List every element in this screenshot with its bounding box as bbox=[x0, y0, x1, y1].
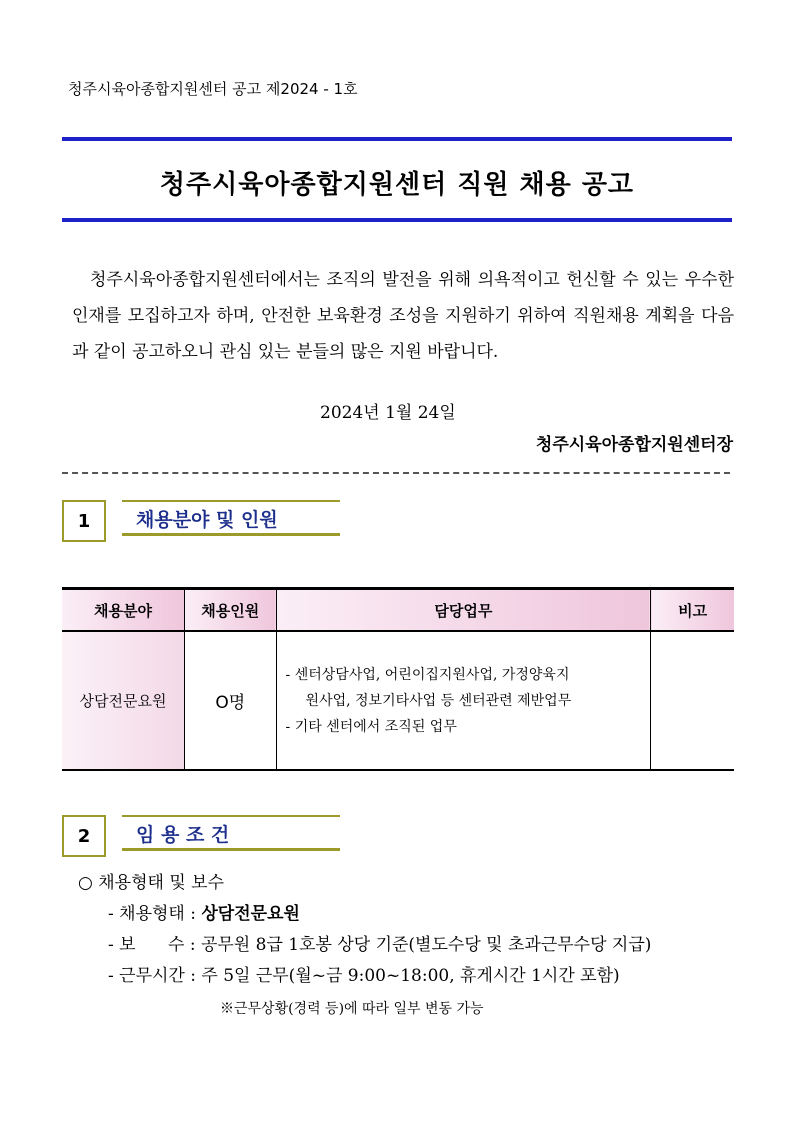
duty-line: - 센터상담사업, 어린이집지원사업, 가정양육지 bbox=[285, 666, 570, 683]
condition-value: 주 5일 근무(월~금 9:00~18:00, 휴게시간 1시간 포함) bbox=[201, 966, 620, 986]
header-count: 채용인원 bbox=[184, 589, 276, 632]
conditions-note: ※근무상황(경력 등)에 따라 일부 변동 가능 bbox=[220, 1001, 484, 1017]
dashed-divider bbox=[62, 472, 730, 474]
document-number: 청주시육아종합지원센터 공고 제2024 - 1호 bbox=[68, 80, 358, 98]
condition-label: - 보 수 : bbox=[108, 935, 201, 955]
header-note: 비고 bbox=[651, 589, 734, 632]
section-2-number: 2 bbox=[62, 815, 106, 857]
table-row bbox=[62, 631, 734, 770]
table-header-row bbox=[62, 589, 734, 632]
condition-label: - 채용형태 : bbox=[108, 904, 202, 924]
recruitment-table bbox=[62, 587, 734, 771]
cell-duties bbox=[276, 631, 651, 770]
page-title: 청주시육아종합지원센터 직원 채용 공고 bbox=[159, 170, 635, 200]
section-2-title: 임 용 조 건 bbox=[122, 815, 340, 851]
section-1-number: 1 bbox=[62, 500, 106, 542]
condition-value: 상담전문요원 bbox=[201, 904, 300, 924]
condition-item bbox=[78, 961, 651, 992]
header-duties: 담당업무 bbox=[276, 589, 651, 632]
condition-label: - 근무시간 : bbox=[108, 966, 202, 986]
header-field: 채용분야 bbox=[62, 589, 184, 632]
title-bottom-rule bbox=[62, 218, 732, 222]
title-top-rule bbox=[62, 137, 732, 141]
duty-line: 원사업, 정보기타사업 등 센터관련 제반업무 bbox=[305, 692, 572, 709]
conditions-bullet: ○ 채용형태 및 보수 bbox=[78, 873, 224, 893]
condition-item bbox=[78, 930, 651, 961]
intro-paragraph bbox=[72, 262, 734, 370]
intro-text: 청주시육아종합지원센터에서는 조직의 발전을 위해 의욕적이고 헌신할 수 있는 우수한 인재를 모집하고자 하며, 안전한 보육환경 조성을 지원하기 위하여 직원채용 계획을 다음과 같이 공고하오니 관심 있는 분들의 많은 지원 바랍니다. bbox=[72, 270, 734, 362]
condition-item bbox=[78, 899, 651, 930]
section-1-title: 채용분야 및 인원 bbox=[122, 500, 340, 536]
cell-count: O명 bbox=[184, 631, 276, 770]
duty-line: - 기타 센터에서 조직된 업무 bbox=[285, 718, 457, 735]
announcement-date: 2024년 1월 24일 bbox=[320, 403, 456, 423]
employment-conditions bbox=[78, 868, 651, 992]
signer: 청주시육아종합지원센터장 bbox=[535, 435, 733, 455]
cell-note bbox=[651, 631, 734, 770]
cell-field: 상담전문요원 bbox=[62, 631, 184, 770]
condition-value: 공무원 8급 1호봉 상당 기준(별도수당 및 초과근무수당 지급) bbox=[200, 935, 652, 955]
